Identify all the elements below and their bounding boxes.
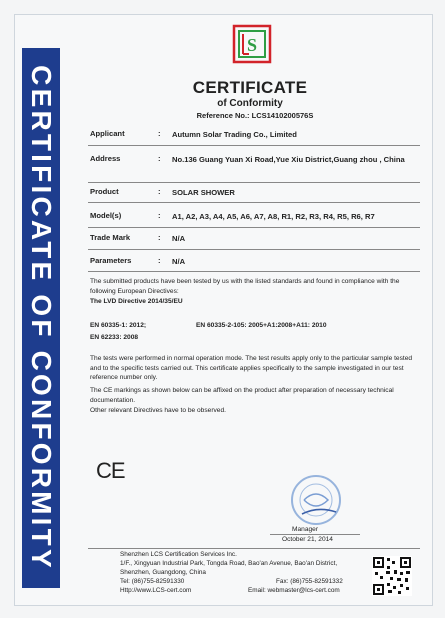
divider bbox=[88, 182, 420, 183]
official-stamp-icon bbox=[284, 470, 348, 534]
footer-company: Shenzhen LCS Certification Services Inc. bbox=[120, 551, 237, 558]
reference-number: Reference No.: LCS1410200576S bbox=[196, 111, 314, 120]
field-value: Autumn Solar Trading Co., Limited bbox=[172, 130, 297, 139]
field-label: Model(s) bbox=[90, 211, 122, 220]
certificate-page: CERTIFICATE OF CONFORMITY S CERTIFICATE of Conformity Reference No.: LCS1410200576S Applicant : Autumn Solar Trading Co., Limited Address : No.136 Guang Yuan Xi Road,Yue Xiu District,Guang zhou , China Product : SOLAR SHOWER Model(s) : A1, A2, A3, A4, A5, A6, A7, A8, R1, R2, R3, R4, R5, R6, R7 Trade Mark : N/A Parameters : N/A The submitted products have been tested by us with the listed standards and found in compliance with the following European Directives: The LVD Directive 2014/35/EU EN 60335-1: 2012; EN 60335-2-105: 2005+A1:2008+A11: 2010 EN 62233: 2008 The tests were performed in normal operation mode. The test results apply only to the particular sample tested and to the specific tests carried out. This certificate applies specifically to the sample investigated in our test reference number only. The CE markings as shown below can be affixed on the product after preparation of necessary technical documentation. Other relevant Directives have to be observed. CE Manager October 21, 2014 Shenzhen LCS Certification Services Inc. 1/F., Xingyuan Industrial Park, Tongda Road, Bao'an Avenue, Bao'an District, Shenzhen, Guangdong, China Tel: (86)755-82591330 Fax: (86)755-82591332 Http://www.LCS-cert.com Email: webmaster@lcs-cert.com bbox=[0, 0, 445, 618]
footer-email[interactable]: Email: webmaster@lcs-cert.com bbox=[248, 587, 340, 594]
footer-fax: Fax: (86)755-82591332 bbox=[276, 578, 343, 585]
lcs-logo-icon bbox=[232, 24, 272, 64]
vertical-banner-text: CERTIFICATE OF CONFORMITY bbox=[26, 65, 57, 571]
svg-text:S: S bbox=[246, 35, 258, 55]
intro-text: The submitted products have been tested by us with the listed standards and found in compliance with the following European Directives: bbox=[90, 278, 400, 295]
footer-website[interactable]: Http://www.LCS-cert.com bbox=[120, 587, 192, 594]
standard-3: EN 62233: 2008 bbox=[90, 334, 139, 341]
certificate-title: CERTIFICATE bbox=[192, 78, 308, 97]
field-label: Applicant bbox=[90, 129, 125, 138]
footer-address-1: 1/F., Xingyuan Industrial Park, Tongda Road, Bao'an Avenue, Bao'an District, bbox=[120, 560, 338, 567]
field-label: Trade Mark bbox=[90, 233, 131, 242]
vertical-banner bbox=[22, 48, 60, 588]
field-value: N/A bbox=[172, 234, 186, 243]
footer-divider bbox=[88, 548, 420, 549]
ce-mark: CE bbox=[96, 458, 125, 483]
ce-paragraph: The CE markings as shown below can be affixed on the product after preparation of necessary technical documentation. bbox=[90, 387, 394, 404]
signature-role: Manager bbox=[292, 526, 319, 533]
standard-2: EN 60335-2-105: 2005+A1:2008+A11: 2010 bbox=[196, 322, 327, 329]
tests-paragraph: The tests were performed in normal operation mode. The test results apply only to the particular sample tested and to the specific tests carried out. This certificate applies specifically to the sample investigated in our test reference number only. bbox=[90, 355, 413, 382]
field-label: Address bbox=[90, 154, 121, 163]
standard-1: EN 60335-1: 2012; bbox=[90, 322, 147, 329]
divider bbox=[88, 202, 420, 203]
divider bbox=[88, 145, 420, 146]
divider bbox=[88, 249, 420, 250]
qr-code-icon bbox=[372, 556, 412, 596]
signature-line bbox=[270, 534, 360, 535]
field-label: Parameters bbox=[90, 256, 132, 265]
certificate-subtitle: of Conformity bbox=[217, 98, 283, 109]
divider bbox=[88, 227, 420, 228]
divider bbox=[88, 271, 420, 272]
field-value: A1, A2, A3, A4, A5, A6, A7, A8, R1, R2, R3, R4, R5, R6, R7 bbox=[172, 212, 375, 221]
field-label: Product bbox=[90, 187, 119, 196]
directive-text: The LVD Directive 2014/35/EU bbox=[90, 298, 183, 305]
field-value: SOLAR SHOWER bbox=[172, 188, 235, 197]
field-value: No.136 Guang Yuan Xi Road,Yue Xiu District,Guang zhou , China bbox=[172, 155, 405, 164]
signature-date: October 21, 2014 bbox=[282, 536, 333, 543]
field-value: N/A bbox=[172, 257, 186, 266]
directives-paragraph: Other relevant Directives have to be observed. bbox=[90, 407, 226, 414]
footer-tel: Tel: (86)755-82591330 bbox=[120, 578, 185, 585]
footer-address-2: Shenzhen, Guangdong, China bbox=[120, 569, 206, 576]
